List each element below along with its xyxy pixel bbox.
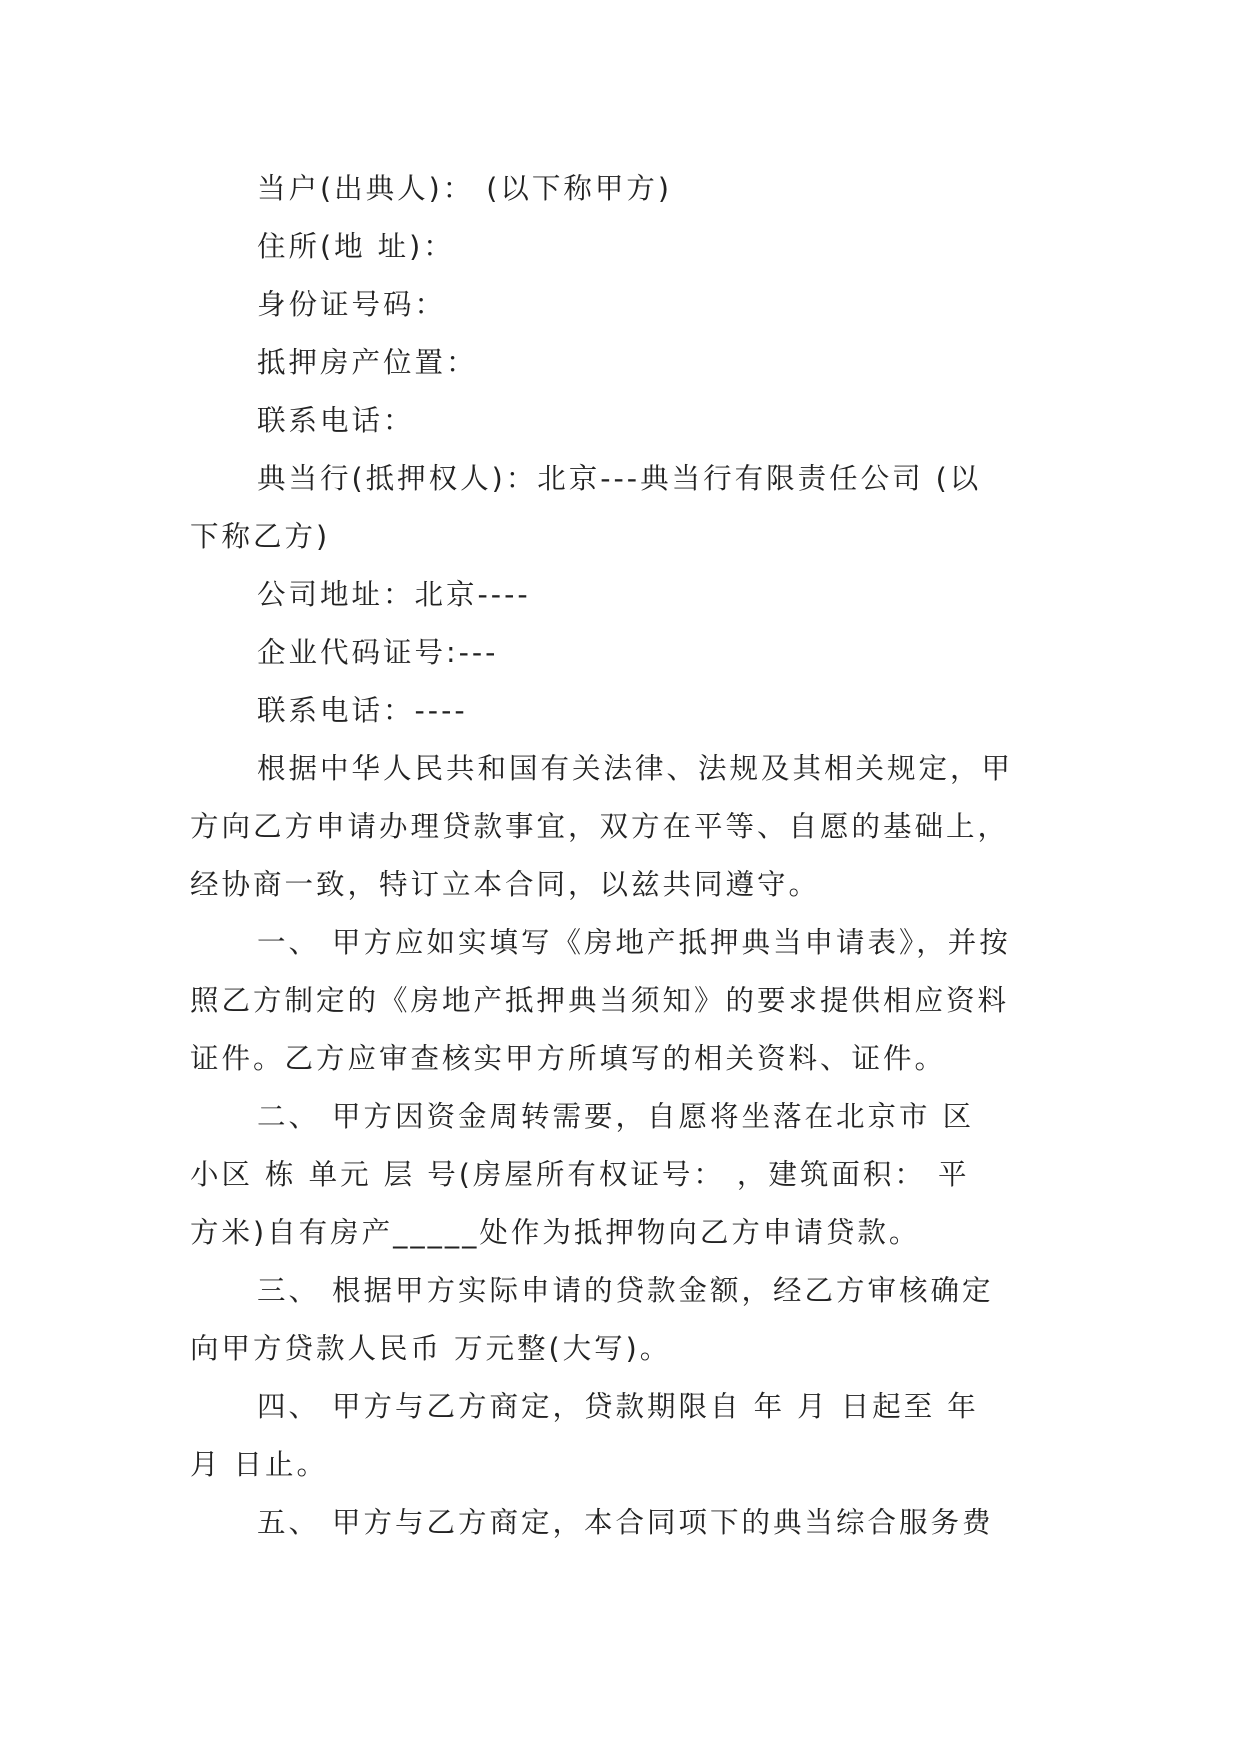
clause-2-line: 二、 甲方因资金周转需要，自愿将坐落在北京市 区 bbox=[257, 1100, 975, 1133]
clause-1-line: 证件。乙方应审查核实甲方所填写的相关资料、证件。 bbox=[190, 1042, 947, 1075]
clause-4-line: 四、 甲方与乙方商定，贷款期限自 年 月 日起至 年 bbox=[257, 1390, 979, 1423]
contract-page bbox=[190, 160, 1048, 1552]
clause-3-line: 向甲方贷款人民币 万元整(大写)。 bbox=[190, 1332, 672, 1365]
pawner-line: 当户(出典人)： (以下称甲方) bbox=[257, 172, 673, 205]
pawnshop-line-cont: 下称乙方) bbox=[190, 520, 331, 553]
clause-2-line: 小区 栋 单元 层 号(房屋所有权证号： ，建筑面积： 平 bbox=[190, 1158, 970, 1191]
id-number-line: 身份证号码： bbox=[257, 288, 447, 321]
preamble-line: 经协商一致，特订立本合同，以兹共同遵守。 bbox=[190, 868, 821, 901]
clause-4-line: 月 日止。 bbox=[190, 1448, 329, 1481]
clause-1-line: 一、 甲方应如实填写《房地产抵押典当申请表》，并按 bbox=[257, 926, 1011, 959]
property-location-line: 抵押房产位置： bbox=[257, 346, 478, 379]
clause-3-line: 三、 根据甲方实际申请的贷款金额，经乙方审核确定 bbox=[257, 1274, 994, 1307]
pawnshop-line: 典当行(抵押权人)：北京---典当行有限责任公司 (以 bbox=[257, 462, 982, 495]
enterprise-code-line: 企业代码证号:--- bbox=[257, 636, 499, 669]
preamble-line: 方向乙方申请办理贷款事宜，双方在平等、自愿的基础上， bbox=[190, 810, 1010, 843]
company-address-line: 公司地址：北京---- bbox=[257, 578, 531, 611]
company-phone-line: 联系电话：---- bbox=[257, 694, 468, 727]
preamble-line: 根据中华人民共和国有关法律、法规及其相关规定，甲 bbox=[257, 752, 1014, 785]
phone-line: 联系电话： bbox=[257, 404, 415, 437]
clause-1-line: 照乙方制定的《房地产抵押典当须知》的要求提供相应资料 bbox=[190, 984, 1010, 1017]
clause-5-line: 五、 甲方与乙方商定，本合同项下的典当综合服务费 bbox=[257, 1506, 994, 1539]
address-line: 住所(地 址)： bbox=[257, 230, 455, 263]
clause-2-line: 方米)自有房产_____处作为抵押物向乙方申请贷款。 bbox=[190, 1216, 921, 1249]
